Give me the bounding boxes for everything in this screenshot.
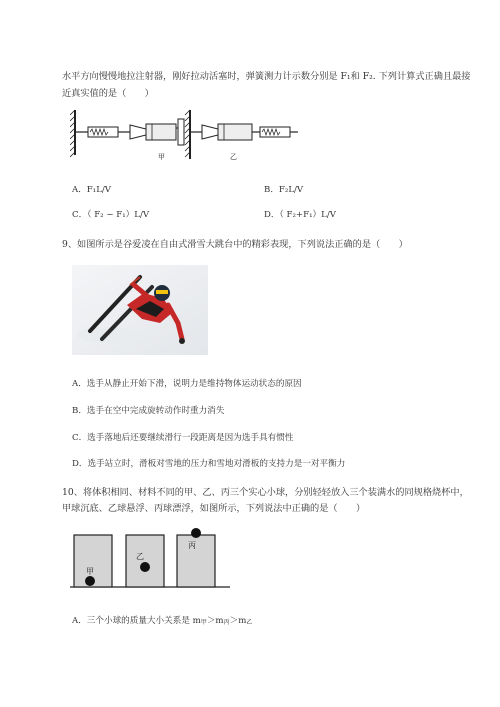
q8-option-a[interactable]: A．F₁L/V	[72, 185, 112, 195]
q10-sub-bing: 丙	[223, 619, 230, 626]
ball-label-yi: 乙	[136, 552, 144, 561]
q9-option-a[interactable]: A．选手从静止开始下滑，说明力是维持物体运动状态的原因	[72, 379, 302, 389]
ball-label-bing: 丙	[188, 541, 196, 550]
q10-gt-1: ＞m	[206, 616, 224, 626]
q8-option-b[interactable]: B．F₂L/V	[264, 185, 304, 195]
q8-stem-line2: 近真实值的是（ ）	[62, 88, 154, 99]
fig-label-jia: 甲	[158, 153, 165, 161]
q10-sub-jia: 甲	[200, 619, 207, 626]
q8-stem-line1: 水平方向慢慢地拉注射器，刚好拉动活塞时，弹簧测力计示数分别是 F₁和 F₂. 下列计算式正确且最接	[62, 71, 471, 82]
q10-option-a[interactable]	[72, 614, 252, 626]
q10-sub-yi: 乙	[246, 619, 253, 626]
q10-stem-line2: 甲球沉底、乙球悬浮、丙球漂浮，如图所示，下列说法中正确的是（ ）	[62, 503, 366, 514]
q8-option-d[interactable]: D．（ F₂+F₁）L/V	[264, 210, 336, 220]
q8-option-c[interactable]: C．（ F₂ − F₁）L/V	[72, 210, 150, 220]
q10-gt-2: ＞m	[229, 616, 247, 626]
q9-option-d[interactable]: D．选手站立时，滑板对雪地的压力和雪地对滑板的支持力是一对平衡力	[72, 459, 346, 469]
q9-option-c[interactable]: C．选手落地后还要继续滑行一段距离是因为选手具有惯性	[72, 433, 294, 443]
q9-stem: 9、如图所示是谷爱凌在自由式滑雪大跳台中的精彩表现，下列说法正确的是（ ）	[62, 239, 408, 250]
beakers-figure	[70, 527, 230, 590]
ball-label-jia: 甲	[86, 567, 94, 576]
q10-stem-line1: 10、将体积相同、材料不同的甲、乙、丙三个实心小球，分别轻轻放入三个装满水的同规格烧杯中，	[62, 487, 469, 498]
skier-photo	[72, 265, 208, 355]
q10-option-a-text: A．三个小球的质量大小关系是 m	[72, 616, 201, 626]
q8-syringe-figure	[70, 107, 300, 169]
q9-option-b[interactable]: B．选手在空中完成旋转动作时重力消失	[72, 406, 225, 416]
fig-label-yi: 乙	[230, 153, 237, 161]
